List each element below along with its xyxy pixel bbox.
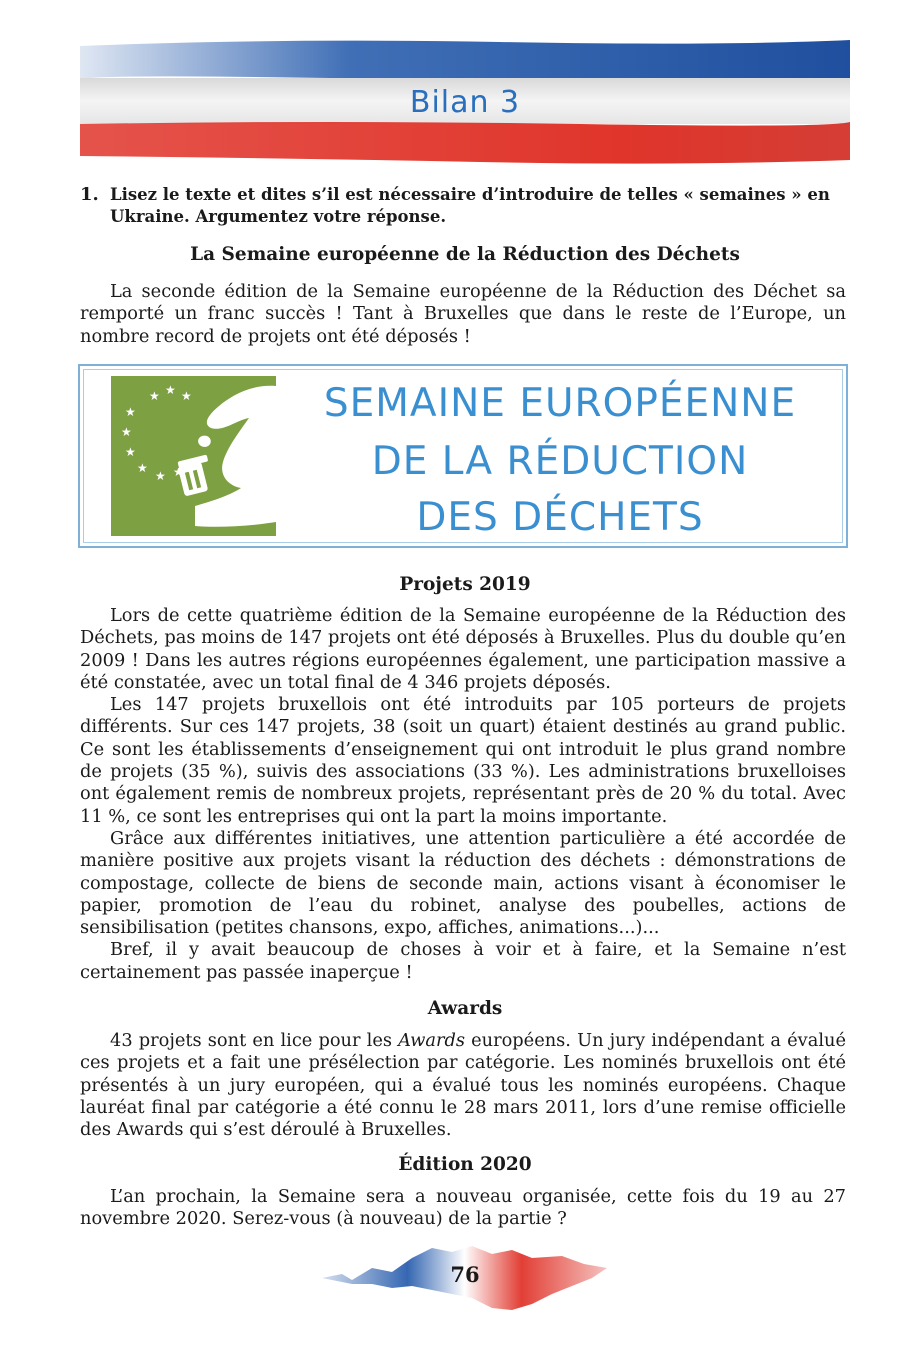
paragraph: L’an prochain, la Semaine sera a nouveau organisée, cette fois du 19 au 27 novembre 2020. Serez-vous (à nouveau) de la partie ? (80, 1186, 846, 1230)
svg-text:★: ★ (149, 389, 160, 403)
campaign-logo-banner (78, 364, 848, 548)
svg-text:★: ★ (125, 445, 136, 459)
section-projets-body (80, 605, 846, 984)
paragraph: Les 147 projets bruxellois ont été introduits par 105 porteurs de projets différents. Sur ces 147 projets, 38 (soit un quart) étaient destinés au grand public. Ce sont les établissements d’enseignement qui ont introduit le plus grand nombre de projets (35 %), suivis des associations (33 %). Les administrations bruxelloises ont également remis de nombreux projets, représentant près de 20 % du total. Avec 11 %, ce sont les entreprises qui ont la part la moins importante. (80, 694, 846, 827)
section-awards-body (80, 1030, 846, 1141)
svg-text:★: ★ (173, 465, 184, 479)
article-title: La Semaine européenne de la Réduction des Déchets (190, 244, 740, 265)
logo-line-3: DES DÉCHETS (416, 495, 704, 540)
paragraph: Lors de cette quatrième édition de la Semaine européenne de la Réduction des Déchets, pas moins de 147 projets ont été déposés à Bruxelles. Plus du double qu’en 2009 ! Dans les autres régions européennes également, une participation massive a été constatée, avec un total final de 4 346 projets déposés. (80, 605, 846, 693)
page-number: 76 (450, 1262, 480, 1287)
logo-line-1: SEMAINE EUROPÉENNE (323, 381, 797, 426)
page-title: Bilan 3 (409, 85, 521, 120)
paragraph: Bref, il y avait beaucoup de choses à voir et à faire, et la Semaine n’est certainement pas passée inaperçue ! (80, 939, 846, 983)
text-span: européens. Un jury indépendant a évalué ces projets et a fait une présélection par catégorie. Les nominés bruxellois ont été présentés à un jury européen, qui a évalué tous les nominés européens. Chaque lauréat final par catégorie a été connu le 28 mars 2011, lors d’une remise officielle des Awards qui s’est déroulé à Bruxelles. (80, 1030, 846, 1141)
svg-text:★: ★ (165, 383, 176, 397)
svg-text:★: ★ (121, 425, 132, 439)
paragraph: Grâce aux différentes initiatives, une attention particulière a été accordée de manière positive aux projets visant la réduction des déchets : démonstrations de compostage, collecte de biens de seconde main, actions visant à économiser le papier, promotion de l’eau du robinet, analyse des poubelles, actions de sensibilisation (petites chansons, expo, affiches, animations...)... (80, 827, 846, 939)
section-edition-body (80, 1186, 846, 1231)
text-span: 43 projets sont en lice pour les (110, 1030, 399, 1051)
task-instruction (80, 184, 850, 228)
intro-text: La seconde édition de la Semaine européenne de la Réduction des Déchet sa remporté un franc succès ! Tant à Bruxelles que dans le reste de l’Europe, un nombre record de projets ont été déposés ! (80, 281, 846, 347)
svg-text:★: ★ (155, 469, 166, 483)
section-title-edition: Édition 2020 (398, 1154, 532, 1175)
italic-term: Awards (398, 1030, 465, 1051)
section-title-projets: Projets 2019 (399, 574, 531, 595)
intro-paragraph (80, 281, 846, 348)
logo-line-2: DE LA RÉDUCTION (371, 439, 749, 484)
task-text: Lisez le texte et dites s’il est nécessaire d’introduire de telles « semaines » en Ukraine. Argumentez votre réponse. (110, 185, 830, 226)
hand-with-trash-bin-and-eu-stars-icon (111, 376, 276, 536)
paragraph (80, 1030, 846, 1141)
svg-text:★: ★ (125, 405, 136, 419)
header-banner (80, 38, 850, 166)
svg-text:★: ★ (137, 461, 148, 475)
svg-text:★: ★ (181, 389, 192, 403)
task-number: 1. (80, 184, 99, 205)
section-title-awards: Awards (427, 998, 503, 1019)
